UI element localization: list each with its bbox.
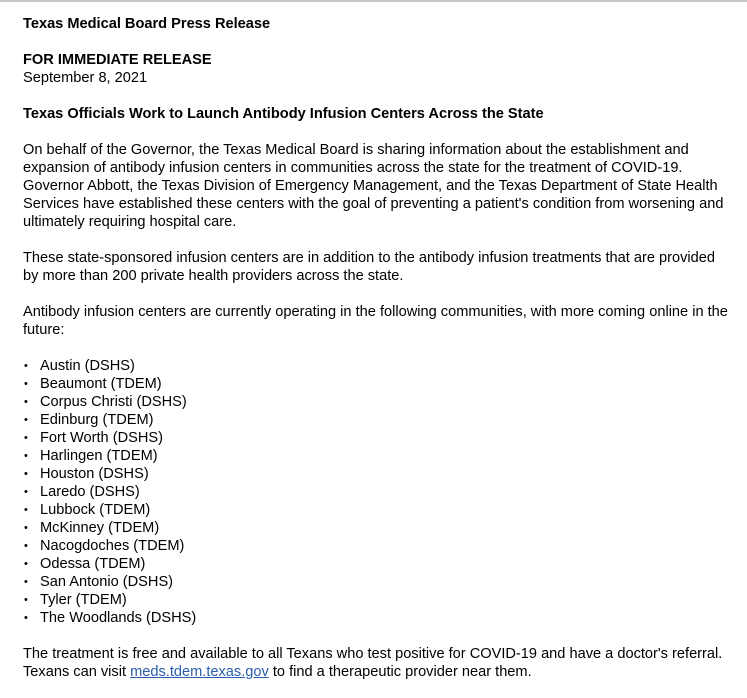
list-item: • Houston (DSHS) xyxy=(23,465,728,483)
press-release-document xyxy=(23,15,728,681)
headline: Texas Officials Work to Launch Antibody Infusion Centers Across the State xyxy=(23,106,544,122)
state-sponsored-paragraph: These state-sponsored infusion centers are in addition to the antibody infusion treatments that are provided by more than 200 private health providers across the state. xyxy=(23,250,715,284)
list-item: • Harlingen (TDEM) xyxy=(23,447,728,465)
list-item: • Nacogdoches (TDEM) xyxy=(23,537,728,555)
list-item: • Odessa (TDEM) xyxy=(23,555,728,573)
list-item: • Fort Worth (DSHS) xyxy=(23,429,728,447)
top-divider xyxy=(0,0,747,2)
meds-tdem-link[interactable]: meds.tdem.texas.gov xyxy=(130,664,269,680)
closing-paragraph xyxy=(23,645,728,681)
list-item: • Laredo (DSHS) xyxy=(23,483,728,501)
release-date: September 8, 2021 xyxy=(23,70,148,86)
closing-text-before-link: The treatment is free and available to all Texans who test positive for COVID-19 and have a doctor's referral. Texans can visit xyxy=(23,646,723,680)
list-item: • The Woodlands (DSHS) xyxy=(23,609,728,627)
closing-text-after-link: to find a therapeutic provider near them. xyxy=(268,664,532,680)
list-item: • McKinney (TDEM) xyxy=(23,519,728,537)
list-item: • Austin (DSHS) xyxy=(23,357,728,375)
list-item: • San Antonio (DSHS) xyxy=(23,573,728,591)
release-label: FOR IMMEDIATE RELEASE xyxy=(23,52,212,68)
list-item: • Corpus Christi (DSHS) xyxy=(23,393,728,411)
infusion-center-list xyxy=(23,357,728,627)
list-item: • Tyler (TDEM) xyxy=(23,591,728,609)
list-item: • Lubbock (TDEM) xyxy=(23,501,728,519)
list-item: • Beaumont (TDEM) xyxy=(23,375,728,393)
intro-paragraph: On behalf of the Governor, the Texas Medical Board is sharing information about the establishment and expansion of antibody infusion centers in communities across the state for the treatment of COVID-19. Governor Abbott, the Texas Division of Emergency Management, and the Texas Department of State Health Services have established these centers with the goal of preventing a patient's condition from worsening and ultimately requiring hospital care. xyxy=(23,142,724,230)
document-title: Texas Medical Board Press Release xyxy=(23,16,271,32)
list-intro-paragraph: Antibody infusion centers are currently operating in the following communities, with more coming online in the future: xyxy=(23,304,728,338)
list-item: • Edinburg (TDEM) xyxy=(23,411,728,429)
